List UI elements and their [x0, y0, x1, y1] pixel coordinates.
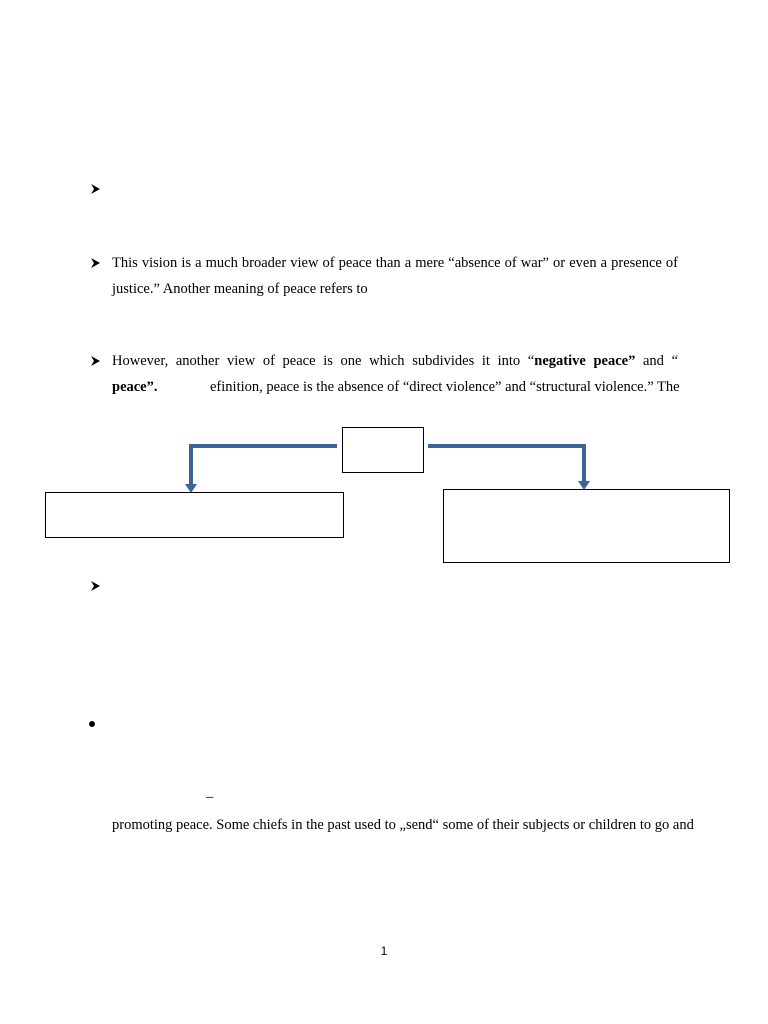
bold-term-peace: peace”.	[112, 379, 158, 395]
dash-mark: –	[206, 789, 214, 805]
arrow-bullet-icon	[90, 580, 102, 592]
connector-arrow-right	[428, 446, 590, 490]
diagram-right-box	[443, 489, 730, 563]
text-run: However, another view of peace is one which subdivides it into “	[112, 353, 535, 369]
connector-arrow-left	[185, 446, 337, 493]
paragraph-line: This vision is a much broader view of peace than a mere “absence of war” or even a presence of	[112, 255, 678, 271]
paragraph-line: promoting peace. Some chiefs in the past used to „send“ some of their subjects or children to go and	[112, 817, 694, 833]
round-bullet-icon	[89, 721, 95, 727]
diagram-left-box	[45, 492, 344, 538]
page-number: 1	[380, 944, 388, 958]
paragraph-line: justice.” Another meaning of peace refers to	[112, 281, 368, 297]
bold-term-negative-peace: negative peace”	[534, 353, 636, 369]
paragraph-line: efinition, peace is the absence of “direct violence” and “structural violence.” The	[210, 379, 680, 395]
text-run: and “	[635, 353, 679, 369]
diagram-center-box	[342, 427, 424, 473]
